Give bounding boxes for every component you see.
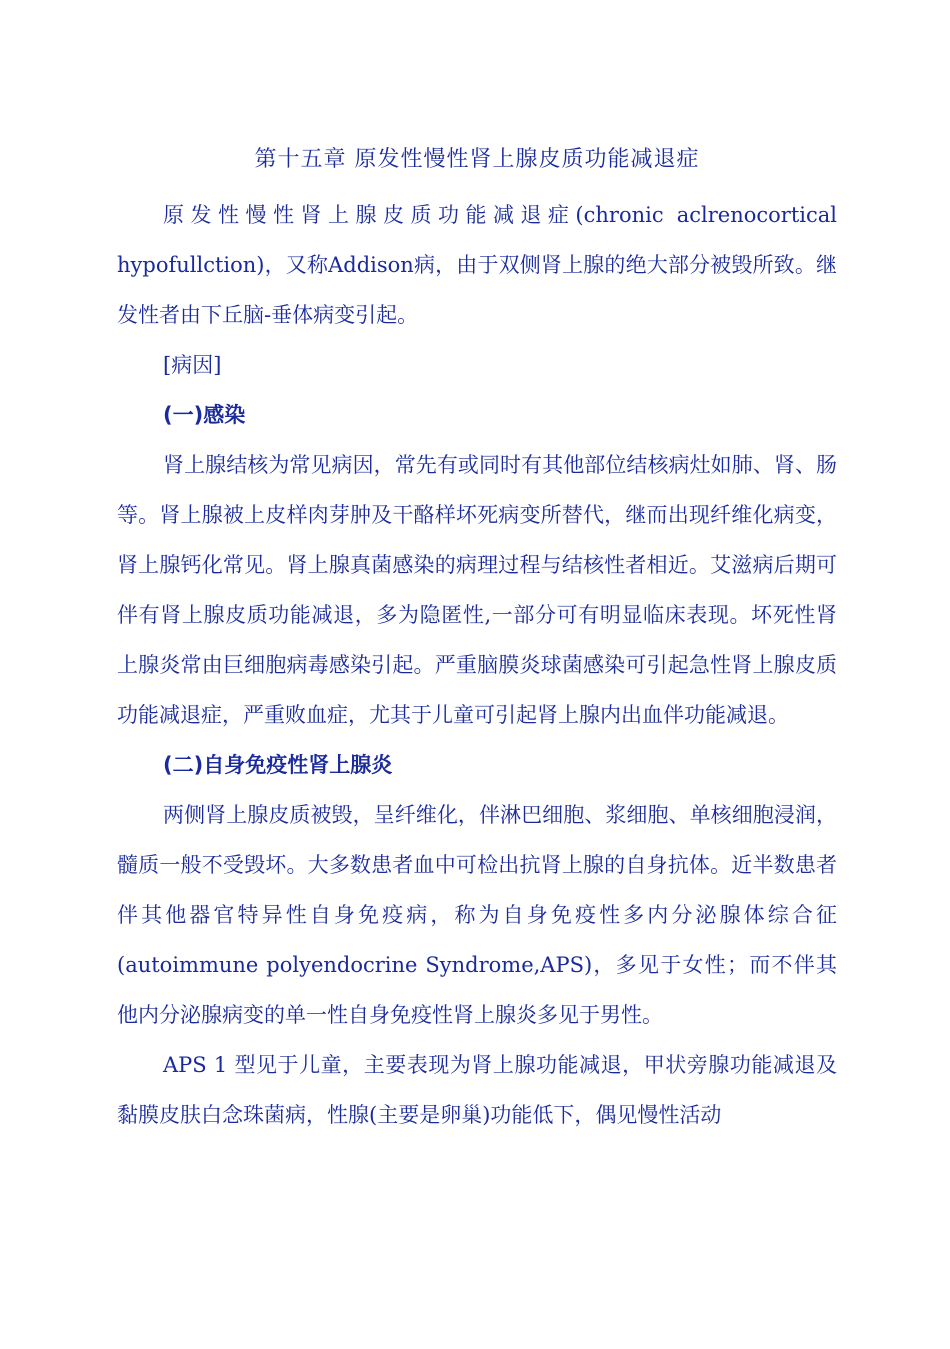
subsection-heading-infection: (一)感染	[163, 403, 246, 427]
paragraph-infection: 肾上腺结核为常见病因，常先有或同时有其他部位结核病灶如肺、肾、肠等。肾上腺被上皮样肉芽肿及干酪样坏死病变所替代，继而出现纤维化病变，肾上腺钙化常见。肾上腺真菌感染的病理过程与结核性者相近。艾滋病后期可伴有肾上腺皮质功能减退，多为隐匿性,一部分可有明显临床表现。坏死性肾上腺炎常由巨细胞病毒感染引起。严重脑膜炎球菌感染可引起急性肾上腺皮质功能减退症，严重败血症，尤其于儿童可引起肾上腺内出血伴功能减退。	[117, 453, 837, 727]
section-heading-etiology: [病因]	[163, 353, 222, 377]
document-body	[117, 140, 837, 1140]
chapter-title: 第十五章 原发性慢性肾上腺皮质功能减退症	[254, 147, 700, 172]
intro-paragraph: 原发性慢性肾上腺皮质功能减退症(chronic aclrenocortical hypofullction)，又称Addison病，由于双侧肾上腺的绝大部分被毁所致。继发性者由下丘脑-垂体病变引起。	[117, 203, 837, 327]
paragraph-autoimmune: 两侧肾上腺皮质被毁，呈纤维化，伴淋巴细胞、浆细胞、单核细胞浸润，髓质一般不受毁坏。大多数患者血中可检出抗肾上腺的自身抗体。近半数患者伴其他器官特异性自身免疫病，称为自身免疫性多内分泌腺体综合征(autoimmune polyendocrine Syndrome,APS)，多见于女性；而不伴其他内分泌腺病变的单一性自身免疫性肾上腺炎多见于男性。	[117, 803, 837, 1027]
subsection-heading-autoimmune: (二)自身免疫性肾上腺炎	[163, 753, 393, 777]
paragraph-aps1: APS 1 型见于儿童，主要表现为肾上腺功能减退，甲状旁腺功能减退及黏膜皮肤白念珠菌病，性腺(主要是卵巢)功能低下，偶见慢性活动	[117, 1053, 837, 1127]
